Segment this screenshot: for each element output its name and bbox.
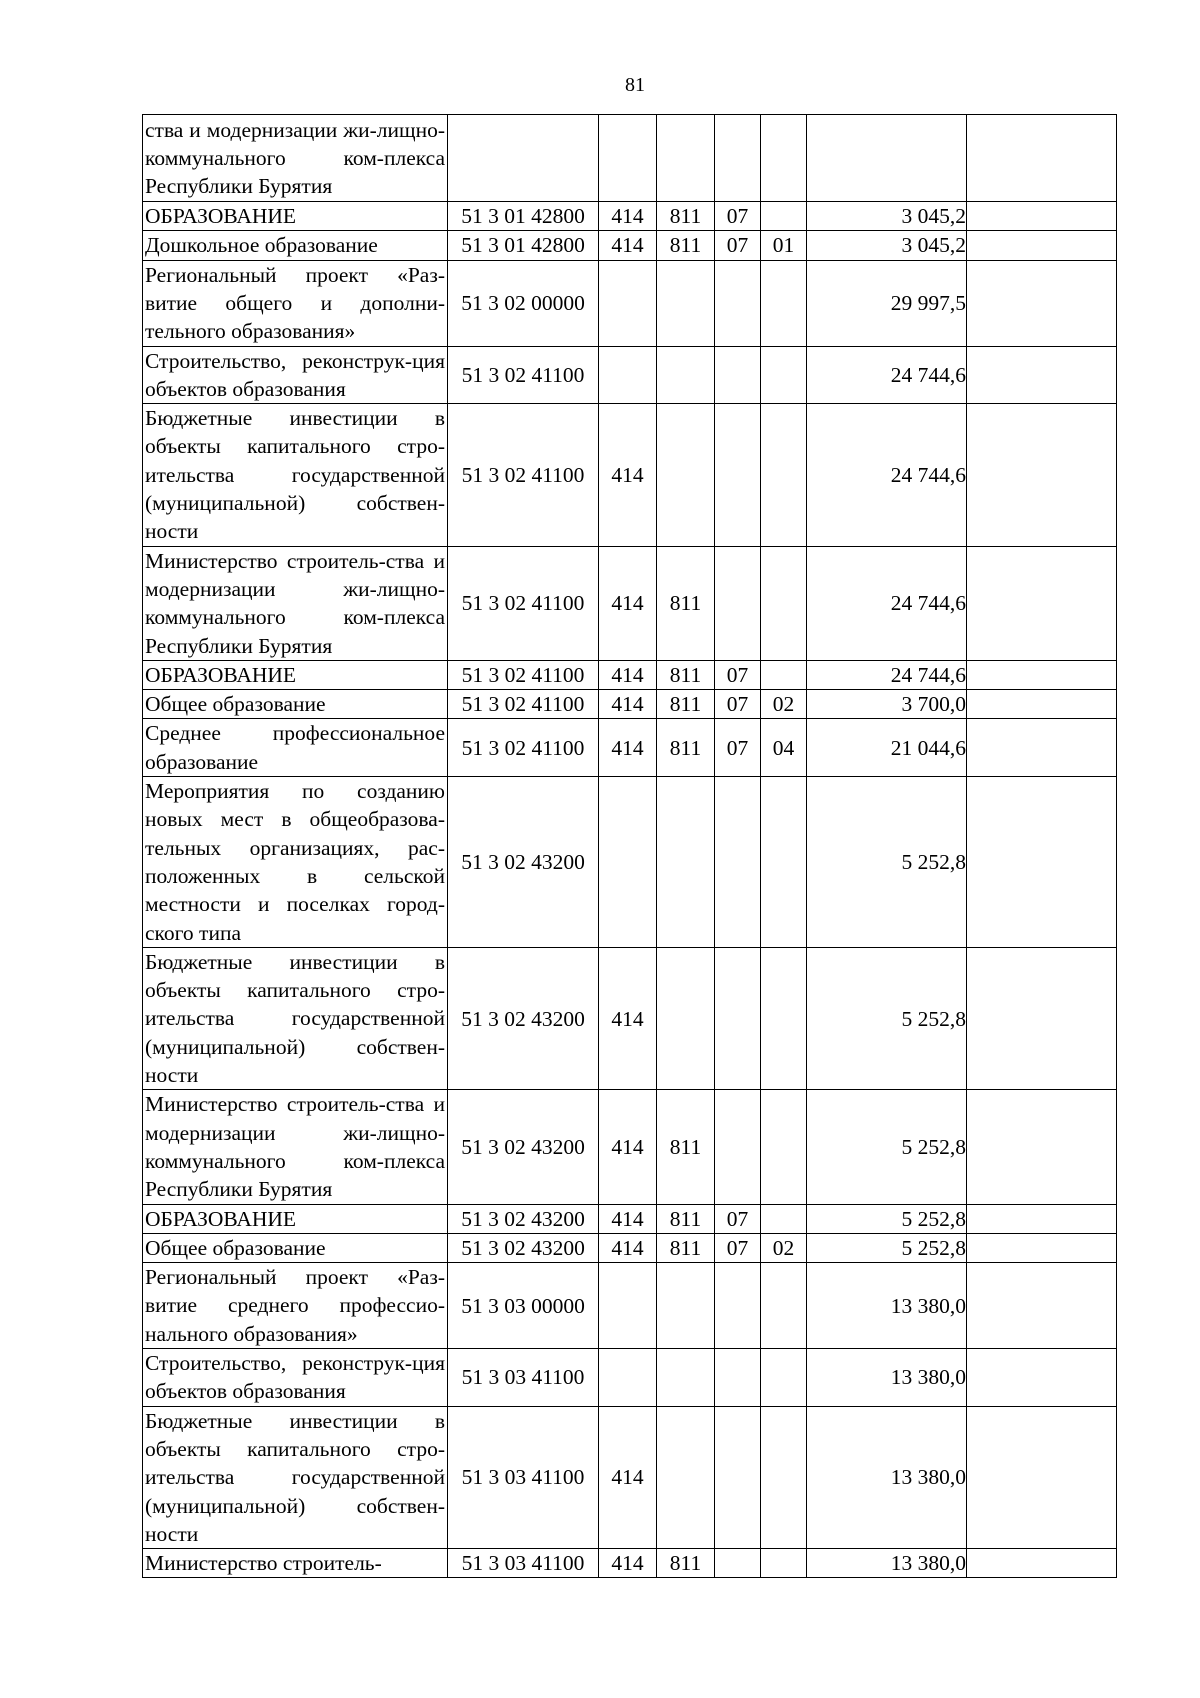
row-rz (715, 404, 761, 546)
row-code: 51 3 02 41100 (448, 690, 599, 719)
row-name: Среднее профессиональное образование (143, 719, 448, 777)
row-amount: 24 744,6 (807, 404, 967, 546)
row-rz: 07 (715, 690, 761, 719)
row-gr: 811 (657, 1549, 715, 1578)
row-gp: 414 (599, 719, 657, 777)
row-gr (657, 1349, 715, 1407)
row-gr: 811 (657, 690, 715, 719)
row-name: Министерство строитель-ства и модернизации жи-лищно-коммунального ком-плекса Республики Бурятия (143, 1090, 448, 1204)
table-row (143, 231, 1117, 260)
row-name: Министерство строитель-ства и модернизации жи-лищно-коммунального ком-плекса Республики Бурятия (143, 546, 448, 660)
row-code: 51 3 03 41100 (448, 1549, 599, 1578)
row-gr (657, 404, 715, 546)
row-rz (715, 546, 761, 660)
row-pr: 01 (761, 231, 807, 260)
row-name: Бюджетные инвестиции в объекты капитального стро-ительства государственной (муниципальной) собствен-ности (143, 1406, 448, 1548)
row-gr: 811 (657, 719, 715, 777)
row-gr (657, 346, 715, 404)
row-gp (599, 777, 657, 948)
row-gp: 414 (599, 660, 657, 689)
row-name: Бюджетные инвестиции в объекты капитального стро-ительства государственной (муниципальной) собствен-ности (143, 404, 448, 546)
row-extra (967, 546, 1117, 660)
row-gp (599, 346, 657, 404)
row-name: Министерство строитель- (143, 1549, 448, 1578)
row-gr: 811 (657, 546, 715, 660)
table-row (143, 404, 1117, 546)
table-row (143, 1090, 1117, 1204)
row-gp: 414 (599, 404, 657, 546)
table-row (143, 1204, 1117, 1233)
row-extra (967, 202, 1117, 231)
row-extra (967, 719, 1117, 777)
row-rz (715, 1090, 761, 1204)
table-row (143, 346, 1117, 404)
row-gp: 414 (599, 690, 657, 719)
row-extra (967, 690, 1117, 719)
row-pr (761, 660, 807, 689)
row-gp: 414 (599, 1233, 657, 1262)
table-row (143, 1233, 1117, 1262)
row-gr (657, 115, 715, 202)
row-code: 51 3 01 42800 (448, 202, 599, 231)
row-code: 51 3 02 41100 (448, 346, 599, 404)
row-amount: 3 045,2 (807, 231, 967, 260)
row-gp: 414 (599, 1204, 657, 1233)
row-extra (967, 777, 1117, 948)
table-row (143, 660, 1117, 689)
table-row (143, 690, 1117, 719)
table-row (143, 947, 1117, 1089)
row-gp: 414 (599, 1406, 657, 1548)
row-rz (715, 1263, 761, 1349)
row-extra (967, 1090, 1117, 1204)
row-name: Строительство, реконструк-ция объектов образования (143, 1349, 448, 1407)
row-name: Общее образование (143, 1233, 448, 1262)
row-code: 51 3 02 43200 (448, 777, 599, 948)
row-gp (599, 1263, 657, 1349)
row-rz (715, 1406, 761, 1548)
row-pr (761, 1204, 807, 1233)
row-pr (761, 1549, 807, 1578)
row-pr (761, 1090, 807, 1204)
row-pr (761, 947, 807, 1089)
row-rz (715, 1349, 761, 1407)
row-pr (761, 260, 807, 346)
row-name: Дошкольное образование (143, 231, 448, 260)
row-amount: 24 744,6 (807, 660, 967, 689)
row-rz: 07 (715, 231, 761, 260)
row-rz: 07 (715, 660, 761, 689)
row-code: 51 3 02 43200 (448, 1204, 599, 1233)
row-pr (761, 1349, 807, 1407)
row-amount: 24 744,6 (807, 346, 967, 404)
row-code: 51 3 03 00000 (448, 1263, 599, 1349)
row-amount: 29 997,5 (807, 260, 967, 346)
table-body (143, 115, 1117, 1578)
table-row (143, 1549, 1117, 1578)
row-code: 51 3 03 41100 (448, 1349, 599, 1407)
row-pr (761, 777, 807, 948)
row-pr (761, 1263, 807, 1349)
row-gp: 414 (599, 1090, 657, 1204)
row-name: Общее образование (143, 690, 448, 719)
row-name: Региональный проект «Раз-витие среднего профессио-нального образования» (143, 1263, 448, 1349)
row-rz: 07 (715, 719, 761, 777)
row-name: Бюджетные инвестиции в объекты капитального стро-ительства государственной (муниципальной) собствен-ности (143, 947, 448, 1089)
row-gr (657, 1263, 715, 1349)
row-name: ства и модернизации жи-лищно-коммунального ком-плекса Республики Бурятия (143, 115, 448, 202)
row-name: Региональный проект «Раз-витие общего и дополни-тельного образования» (143, 260, 448, 346)
row-extra (967, 1263, 1117, 1349)
row-gr (657, 260, 715, 346)
row-pr (761, 115, 807, 202)
row-gr: 811 (657, 1090, 715, 1204)
row-amount: 5 252,8 (807, 1204, 967, 1233)
row-code: 51 3 02 43200 (448, 1090, 599, 1204)
row-gp: 414 (599, 202, 657, 231)
row-code: 51 3 02 43200 (448, 947, 599, 1089)
row-pr (761, 202, 807, 231)
row-amount: 3 045,2 (807, 202, 967, 231)
row-pr: 04 (761, 719, 807, 777)
row-amount: 13 380,0 (807, 1349, 967, 1407)
row-extra (967, 346, 1117, 404)
row-gr (657, 947, 715, 1089)
row-pr: 02 (761, 1233, 807, 1262)
row-amount: 5 252,8 (807, 777, 967, 948)
row-rz: 07 (715, 1233, 761, 1262)
row-code: 51 3 03 41100 (448, 1406, 599, 1548)
row-extra (967, 404, 1117, 546)
row-name: ОБРАЗОВАНИЕ (143, 202, 448, 231)
table-row (143, 1349, 1117, 1407)
page-number: 81 (625, 74, 645, 96)
row-gp: 414 (599, 947, 657, 1089)
row-rz (715, 777, 761, 948)
row-code: 51 3 02 43200 (448, 1233, 599, 1262)
row-code: 51 3 02 41100 (448, 660, 599, 689)
row-pr (761, 346, 807, 404)
row-extra (967, 660, 1117, 689)
row-pr (761, 546, 807, 660)
row-gp: 414 (599, 231, 657, 260)
row-gr: 811 (657, 202, 715, 231)
row-extra (967, 1204, 1117, 1233)
row-amount: 5 252,8 (807, 1233, 967, 1262)
row-code (448, 115, 599, 202)
budget-table (142, 114, 1117, 1578)
table-row (143, 1263, 1117, 1349)
row-code: 51 3 02 00000 (448, 260, 599, 346)
row-gp (599, 115, 657, 202)
row-extra (967, 1406, 1117, 1548)
row-gr (657, 777, 715, 948)
row-gr: 811 (657, 1233, 715, 1262)
row-amount (807, 115, 967, 202)
row-pr (761, 1406, 807, 1548)
row-rz (715, 346, 761, 404)
row-amount: 5 252,8 (807, 947, 967, 1089)
table-row (143, 1406, 1117, 1548)
row-extra (967, 115, 1117, 202)
row-code: 51 3 02 41100 (448, 546, 599, 660)
row-gr: 811 (657, 231, 715, 260)
row-amount: 5 252,8 (807, 1090, 967, 1204)
row-amount: 3 700,0 (807, 690, 967, 719)
row-code: 51 3 02 41100 (448, 719, 599, 777)
row-extra (967, 1549, 1117, 1578)
row-amount: 21 044,6 (807, 719, 967, 777)
row-amount: 24 744,6 (807, 546, 967, 660)
row-name: ОБРАЗОВАНИЕ (143, 1204, 448, 1233)
table-row (143, 202, 1117, 231)
row-gp (599, 260, 657, 346)
row-amount: 13 380,0 (807, 1406, 967, 1548)
row-code: 51 3 02 41100 (448, 404, 599, 546)
row-gr: 811 (657, 1204, 715, 1233)
row-extra (967, 260, 1117, 346)
row-amount: 13 380,0 (807, 1549, 967, 1578)
row-rz (715, 1549, 761, 1578)
row-rz (715, 947, 761, 1089)
row-name: ОБРАЗОВАНИЕ (143, 660, 448, 689)
row-gr (657, 1406, 715, 1548)
row-pr: 02 (761, 690, 807, 719)
row-code: 51 3 01 42800 (448, 231, 599, 260)
row-gp: 414 (599, 546, 657, 660)
row-gp: 414 (599, 1549, 657, 1578)
row-amount: 13 380,0 (807, 1263, 967, 1349)
row-pr (761, 404, 807, 546)
row-rz: 07 (715, 1204, 761, 1233)
row-rz: 07 (715, 202, 761, 231)
table-row (143, 115, 1117, 202)
table-row (143, 260, 1117, 346)
row-extra (967, 1233, 1117, 1262)
table-row (143, 546, 1117, 660)
table-row (143, 719, 1117, 777)
row-gp (599, 1349, 657, 1407)
row-rz (715, 115, 761, 202)
row-name: Мероприятия по созданию новых мест в общеобразова-тельных организациях, рас-положенных в сельской местности и поселках город-ского типа (143, 777, 448, 948)
row-name: Строительство, реконструк-ция объектов образования (143, 346, 448, 404)
row-extra (967, 1349, 1117, 1407)
row-extra (967, 231, 1117, 260)
table-row (143, 777, 1117, 948)
row-rz (715, 260, 761, 346)
row-gr: 811 (657, 660, 715, 689)
row-extra (967, 947, 1117, 1089)
